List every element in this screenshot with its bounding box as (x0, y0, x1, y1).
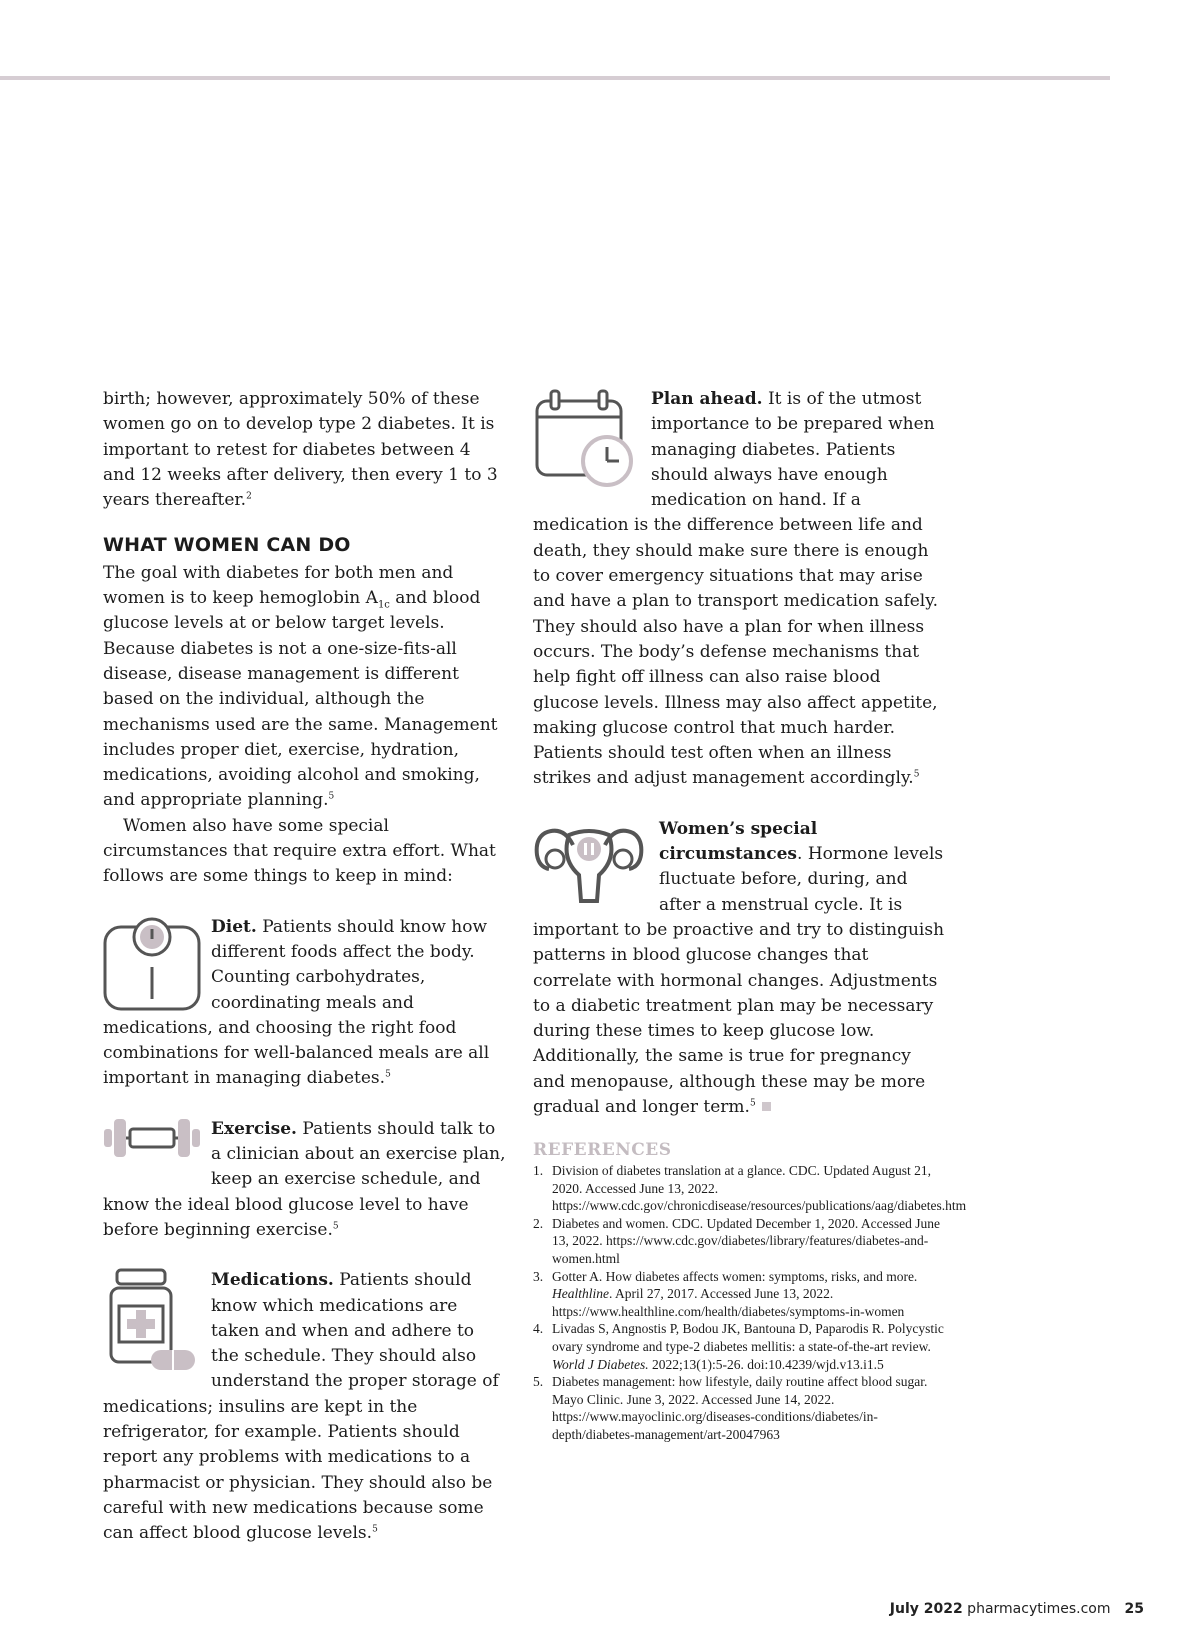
reference-text: Livadas S, Angnostis P, Bodou JK, Bantouna D, Paparodis R. Polycystic ovary syndrome and type-2 diabetes mellitis: a state-of-the-art review. (552, 1321, 944, 1354)
uterus-icon (533, 819, 649, 915)
reference-number: 4. (533, 1321, 544, 1337)
reference-mark: 5 (749, 1098, 756, 1109)
right-column (533, 387, 945, 1120)
reference-number: 2. (533, 1215, 544, 1231)
reference-item (533, 1268, 945, 1321)
reference-item (533, 1373, 945, 1443)
section-heading: WHAT WOMEN CAN DO (103, 534, 351, 557)
reference-number: 5. (533, 1374, 544, 1390)
reference-mark: 2 (246, 491, 252, 502)
medications-paragraph: Medications. Patients should know which medications are taken and when and adhere to the schedule. They should also understand the proper storage of medications; insulins are kept in the refrigerator, for example. Patients should report any problems with medications to a pharmacist or physician. They should also be careful with new medications because some can affect blood glucose levels.$^5$ (103, 1270, 499, 1544)
page-number: 25 (1124, 1601, 1144, 1617)
plan-title: Plan ahead. (651, 389, 763, 409)
reference-mark: 5 (332, 1221, 339, 1232)
special-paragraph: Women also have some special circumstances that require extra effort. What follows are some things to keep in mind: (103, 815, 496, 887)
end-mark (762, 1102, 771, 1111)
diet-title: Diet. (211, 916, 257, 937)
page-footer (890, 1601, 1144, 1617)
reference-text: Division of diabetes translation at a glance. CDC. Updated August 21, 2020. Accessed June 13, 2022. https://www.cdc.gov/chronicdisease/resources/publications/aag/diabetes.htm (552, 1163, 967, 1214)
women-title: Women’s special circumstances (659, 818, 818, 865)
plan-paragraph: Plan ahead. It is of the utmost importance to be prepared when managing diabetes. Patients should always have enough medication on hand. If a medication is the difference between life and death, they should make sure there is enough to cover emergency situations that may arise and have a plan to transport medication safely. They should also have a plan for when illness occurs. The body’s defense mechanisms that help fight off illness can also raise blood glucose levels. Illness may also affect appetite, making glucose control that much harder. Patients should test often when an illness strikes and adjust management accordingly.$^5$ (533, 389, 938, 789)
reference-item (533, 1320, 945, 1373)
references-section (533, 1140, 967, 1444)
left-column (103, 387, 507, 1546)
site-name: pharmacytimes.com (962, 1601, 1111, 1617)
reference-text: Diabetes management: how lifestyle, daily routine affect blood sugar. Mayo Clinic. June 3, 2022. Accessed June 14, 2022. https://www.mayoclinic.org/diseases-conditions/diabetes/in-depth/diabetes-management/art-20047963 (552, 1374, 928, 1442)
references-title: REFERENCES (533, 1140, 672, 1160)
reference-mark: 5 (913, 769, 920, 780)
reference-mark: 5 (372, 1524, 378, 1535)
exercise-paragraph: Exercise. Patients should talk to a clinician about an exercise plan, keep an exercise schedule, and know the ideal blood glucose level to have before beginning exercise.$^5$ (103, 1117, 507, 1243)
pill-bottle-icon (103, 1268, 201, 1374)
reference-text: Gotter A. How diabetes affects women: symptoms, risks, and more. (552, 1268, 918, 1284)
goal-paragraph: The goal with diabetes for both men and women is to keep hemoglobin $A_{1c}$ and blood glucose levels at or below target levels. Because diabetes is not a one-size-fits-all disease, disease management is different based on the individual, although the mechanisms used are the same. Management includes proper diet, exercise, hydration, medications, avoiding alcohol and smoking, and appropriate planning.$^5$ (103, 562, 498, 811)
reference-text: Healthline (552, 1286, 609, 1302)
issue-date: July 2022 (889, 1601, 963, 1617)
reference-mark: 5 (385, 1069, 391, 1080)
reference-text: 2022;13(1):5-26. doi:10.4239/wjd.v13.i1.5 (648, 1356, 884, 1372)
dumbbell-icon (103, 1113, 201, 1183)
reference-number: 1. (533, 1163, 544, 1178)
women-paragraph: Women’s special circumstances. Hormone levels fluctuate before, during, and after a menstrual cycle. It is important to be proactive and try to distinguish patterns in blood glucose changes that correlate with hormonal changes. Adjustments to a diabetic treatment plan may be necessary during these times to keep glucose low. Additionally, the same is true for pregnancy and menopause, although these may be more gradual and longer term.$^5$ (533, 818, 945, 1118)
reference-number: 3. (533, 1268, 544, 1284)
reference-text: Diabetes and women. CDC. Updated December 1, 2020. Accessed June 13, 2022. https://www.cdc.gov/diabetes/library/features/diabetes-and-women.html (552, 1215, 941, 1266)
medications-title: Medications. (211, 1270, 334, 1291)
top-rule (0, 76, 1110, 80)
reference-text: . April 27, 2017. Accessed June 13, 2022. https://www.healthline.com/health/diabetes/symptoms-in-women (552, 1286, 905, 1319)
references-list (533, 1162, 967, 1444)
reference-mark: 5 (328, 791, 335, 802)
intro-paragraph: birth; however, approximately 50% of these women go on to develop type 2 diabetes. It is important to retest for diabetes between 4 and 12 weeks after delivery, then every 1 to 3 years thereafter.$^2$ (103, 389, 498, 511)
subscript: 1c (377, 599, 390, 611)
reference-text: World J Diabetes. (552, 1356, 649, 1372)
diet-paragraph: Diet. Patients should know how different foods affect the body. Counting carbohydrates, coordinating meals and medications, and choosing the right food combinations for well-balanced meals are all important in managing diabetes.$^5$ (103, 916, 490, 1089)
reference-item (533, 1162, 967, 1215)
reference-item (533, 1215, 945, 1268)
exercise-title: Exercise. (211, 1118, 297, 1139)
calendar-clock-icon (533, 389, 641, 493)
scale-icon (103, 915, 201, 1013)
